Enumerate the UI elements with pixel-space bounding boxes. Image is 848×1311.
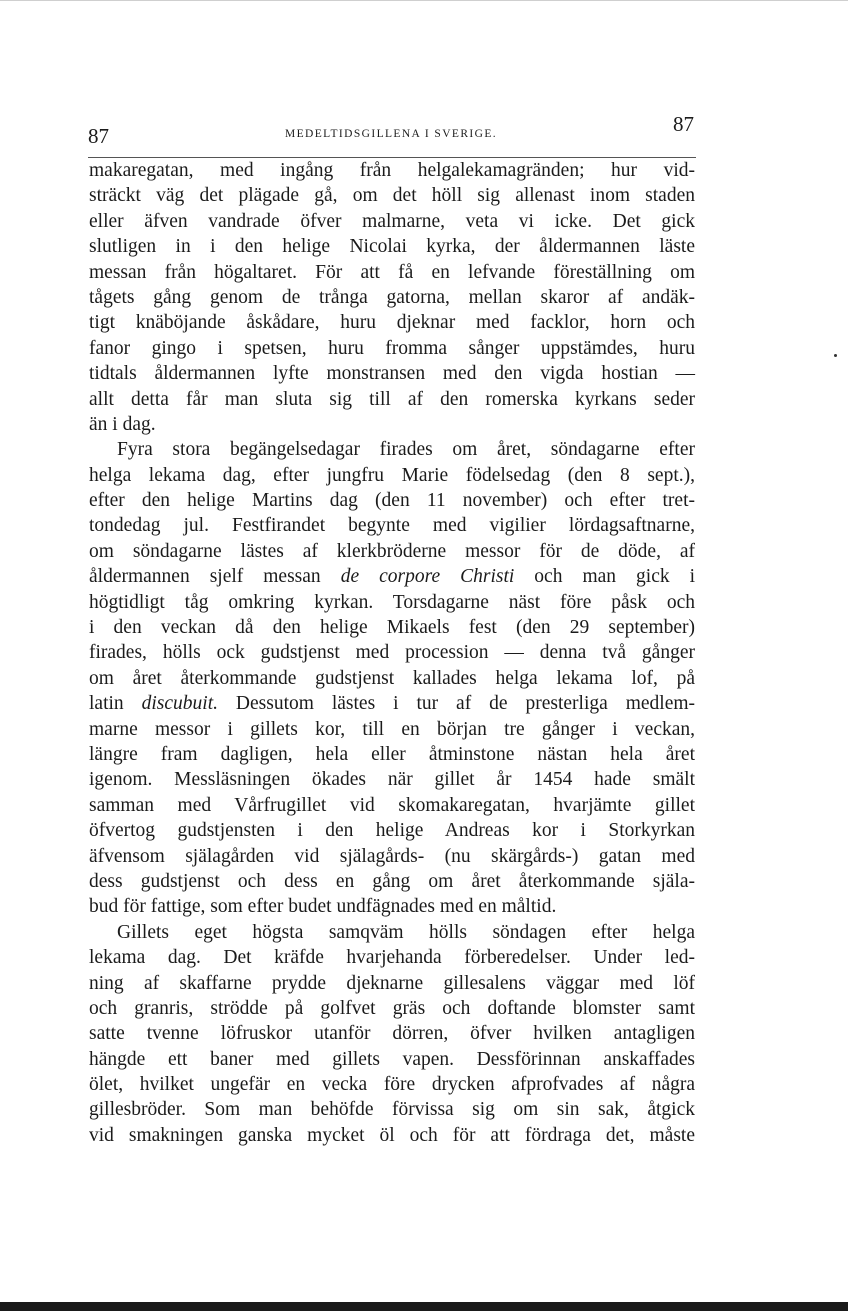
running-title: MEDELTIDSGILLENA I SVERIGE.: [284, 128, 498, 140]
text-line: hängde ett baner med gillets vapen. Dessförinnan anskaffades: [89, 1048, 695, 1070]
text-line: slutligen in i den helige Nicolai kyrka, der åldermannen läste: [89, 236, 695, 258]
text-line: än i dag.: [89, 413, 156, 435]
body-text: [89, 158, 695, 1148]
text-line: firades, hölls ock gudstjenst med procession — denna två gånger: [89, 642, 695, 664]
text-line: messan från högaltaret. För att få en lefvande föreställning om: [89, 261, 695, 283]
text-line: tidtals åldermannen lyfte monstransen med den vigda hostian —: [89, 363, 695, 385]
text-line: i den veckan då den helige Mikaels fest (den 29 september): [89, 617, 695, 639]
text-line: fanor gingo i spetsen, huru fromma sånger uppstämdes, huru: [89, 337, 695, 359]
text-line: [89, 691, 695, 716]
text-line: Fyra stora begängelsedagar firades om året, söndagarne efter: [117, 439, 695, 461]
page-number-right: 87: [673, 112, 694, 136]
text-line: igenom. Messläsningen ökades när gillet år 1454 hade smält: [89, 769, 695, 791]
text-line: högtidligt tåg omkring kyrkan. Torsdagarne näst före påsk och: [89, 591, 695, 613]
text-line: ölet, hvilket ungefär en vecka före drycken afprofvades af några: [89, 1074, 695, 1096]
italic-phrase: discubuit.: [141, 693, 218, 715]
text-line: tigt knäböjande åskådare, huru djeknar med facklor, horn och: [89, 312, 695, 334]
text-line: längre fram dagligen, hela eller åtminstone nästan hela året: [89, 743, 695, 765]
text-line: om söndagarne lästes af klerkbröderne messor för de döde, af: [89, 540, 695, 562]
text-line: samman med Vårfrugillet vid skomakaregatan, hvarjämte gillet: [89, 794, 695, 816]
text-line: Gillets eget högsta samqväm hölls söndagen efter helga: [117, 921, 695, 943]
text-line: om året återkommande gudstjenst kallades helga lekama lof, på: [89, 667, 695, 689]
text-line: öfvertog gudstjensten i den helige Andreas kor i Storkyrkan: [89, 820, 695, 842]
text-line: efter den helige Martins dag (den 11 november) och efter tret-: [89, 490, 695, 512]
text-segment: åldermannen sjelf messan: [89, 566, 321, 588]
page-header: [88, 112, 694, 146]
text-line: satte tvenne löfruskor utanför dörren, öfver hvilken antagligen: [89, 1023, 695, 1045]
text-line: marne messor i gillets kor, till en början tre gånger i veckan,: [89, 718, 695, 740]
text-line: [89, 564, 695, 589]
text-line: och granris, strödde på golfvet gräs och doftande blomster samt: [89, 997, 695, 1019]
text-line: dess gudstjenst och dess en gång om året återkommande själa-: [89, 870, 695, 892]
text-line: lekama dag. Det kräfde hvarjehanda förberedelser. Under led-: [89, 947, 695, 969]
text-line: äfvensom själagården vid själagårds- (nu skärgårds-) gatan med: [89, 845, 695, 867]
text-line: sträckt väg det plägade gå, om det höll sig allenast inom staden: [89, 185, 695, 207]
text-segment: Dessutom lästes i tur af de presterliga medlem-: [235, 693, 696, 715]
text-line: ning af skaffarne prydde djeknarne gillesalens väggar med löf: [89, 972, 695, 994]
bottom-scan-edge: [0, 1302, 848, 1311]
text-line: tondedag jul. Festfirandet begynte med vigilier lördagsaftnarne,: [89, 515, 695, 537]
text-segment: latin: [89, 693, 124, 715]
text-line: eller äfven vandrade öfver malmarne, veta vi icke. Det gick: [89, 210, 695, 232]
text-line: tågets gång genom de trånga gatorna, mellan skaror af andäk-: [89, 286, 695, 308]
text-line: makaregatan, med ingång från helgalekamagränden; hur vid-: [89, 160, 695, 181]
italic-phrase: de corpore Christi: [340, 566, 515, 588]
text-line: gillesbröder. Som man behöfde förvissa sig om sin sak, åtgick: [89, 1099, 695, 1121]
top-scan-edge: [0, 0, 848, 1]
text-line: bud för fattige, som efter budet undfägnades med en måltid.: [89, 896, 557, 918]
text-line: helga lekama dag, efter jungfru Marie födelsedag (den 8 sept.),: [89, 464, 695, 486]
margin-speck: [834, 354, 837, 357]
text-segment: och man gick i: [534, 566, 696, 588]
page-number-left: 87: [88, 124, 109, 148]
text-line: vid smakningen ganska mycket öl och för att fördraga det, måste: [89, 1124, 695, 1146]
text-line: allt detta får man sluta sig till af den romerska kyrkans seder: [89, 388, 695, 410]
